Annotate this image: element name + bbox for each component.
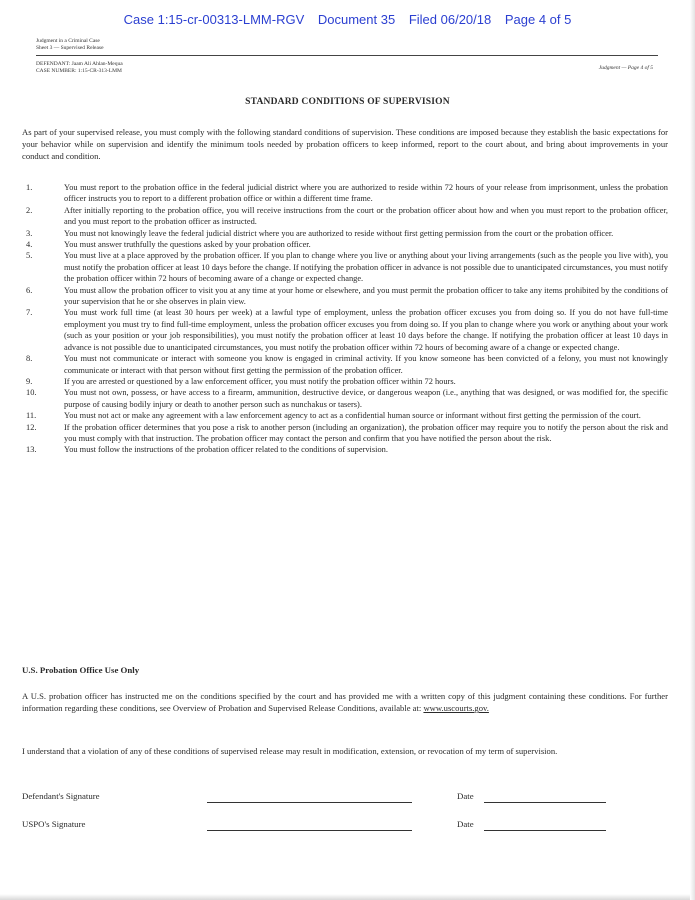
uspo-signature-label: USPO's Signature — [22, 819, 86, 829]
uspo-date-label: Date — [457, 819, 474, 829]
case-info — [36, 61, 123, 74]
stamp-page: Page 4 of 5 — [504, 12, 572, 27]
stamp-case: Case 1:15-cr-00313-LMM-RGV — [123, 12, 305, 27]
condition-text: You must allow the probation officer to visit you at any time at your home or elsewhere, and you must permit the probation officer to take any items prohibited by the conditions of your supervision that he or she observes in plain view. — [64, 285, 668, 307]
defendant-date-label: Date — [457, 791, 474, 801]
condition-text: If you are arrested or questioned by a law enforcement officer, you must notify the probation officer within 72 hours. — [64, 376, 456, 386]
condition-text: You must not act or make any agreement with a law enforcement agency to act as a confidential human source or informant without first getting the permission of the court. — [64, 411, 641, 421]
form-header-line2: Sheet 3 — Supervised Release — [36, 44, 104, 51]
condition-number: 12. — [26, 422, 37, 432]
defendant-signature-row — [22, 791, 668, 805]
condition-number: 6. — [26, 285, 33, 295]
condition-number: 13. — [26, 445, 37, 455]
condition-number: 2. — [26, 205, 33, 215]
condition-text: You must not communicate or interact with someone you know is engaged in criminal activity. If you know someone has been convicted of a felony, you must not knowingly communicate or interact with that person without first getting the permission of the probation officer. — [64, 354, 668, 375]
stamp-document: Document 35 — [317, 12, 396, 27]
list-item — [22, 182, 668, 205]
list-item — [22, 250, 668, 284]
page-title: STANDARD CONDITIONS OF SUPERVISION — [245, 97, 450, 107]
condition-number: 8. — [26, 354, 33, 364]
list-item — [22, 444, 668, 455]
uspo-heading: U.S. Probation Office Use Only — [22, 665, 140, 675]
condition-text: After initially reporting to the probation office, you will receive instructions from the court or the probation officer about how and when you must report to the probation officer, and you must report to the probation officer as instructed. — [64, 205, 668, 227]
list-item — [22, 387, 668, 410]
list-item — [22, 285, 668, 308]
judgment-page-label: Judgment — Page 4 of 5 — [598, 65, 653, 71]
uspo-date-line[interactable] — [484, 830, 606, 831]
list-item — [22, 205, 668, 228]
defendant-date-line[interactable] — [484, 802, 606, 803]
form-header-line1: Judgment in a Criminal Case — [36, 38, 100, 44]
condition-text: You must not own, possess, or have access to a firearm, ammunition, destructive device, or dangerous weapon (i.e., anything that was designed, or was modified for, the specific purpose of causing bodily injury or death to another person such as nunchakus or tasers). — [64, 388, 668, 409]
stamp-filed: Filed 06/20/18 — [408, 12, 492, 27]
uscourts-link[interactable]: www.uscourts.gov. — [423, 703, 489, 714]
uspo-signature-row — [22, 819, 668, 833]
condition-text: You must live at a place approved by the probation officer. If you plan to change where you live or anything about your living arrangements (such as the people you live with), you must notify the probation officer at least 10 days before the change. If notifying the probation officer in advance is not possible due to unanticipated circumstances, you must notify the probation officer within 72 hours of becoming aware of a change or expected change. — [64, 251, 668, 284]
condition-text: You must follow the instructions of the probation officer related to the conditions of supervision. — [64, 445, 388, 455]
list-item — [22, 307, 668, 353]
condition-number: 1. — [26, 183, 33, 192]
defendant-signature-label: Defendant's Signature — [22, 791, 100, 801]
filing-stamp — [0, 12, 695, 27]
header-rule — [36, 55, 658, 56]
form-header — [36, 38, 104, 51]
understand-paragraph: I understand that a violation of any of these conditions of supervised release may result in modification, extension, or revocation of my term of supervision. — [22, 746, 558, 756]
condition-number: 5. — [26, 251, 33, 261]
scan-edge-bottom — [0, 894, 695, 900]
list-item — [22, 410, 668, 421]
list-item — [22, 353, 668, 376]
list-item — [22, 376, 668, 387]
condition-text: If the probation officer determines that you pose a risk to another person (including an organization), the probation officer may require you to notify the person about the risk and you must comply with that instruction. The probation officer may contact the person and confirm that you have notified the person about the risk. — [64, 422, 668, 443]
condition-number: 11. — [26, 411, 37, 421]
scan-edge-right — [690, 0, 695, 900]
condition-text: You must answer truthfully the questions asked by your probation officer. — [64, 240, 311, 250]
condition-number: 10. — [26, 388, 37, 398]
uspo-paragraph-text: A U.S. probation officer has instructed me on the conditions specified by the court and has provided me with a written copy of this judgment containing these conditions. For further information regarding these conditions, see Overview of Probation and Supervised Release Conditions, available at: — [22, 691, 668, 714]
uspo-signature-line[interactable] — [207, 830, 412, 831]
intro-paragraph: As part of your supervised release, you must comply with the following standard conditions of supervision. These conditions are imposed because they establish the basic expectations for your behavior while on supervision and identify the minimum tools needed by probation officers to keep informed, report to the court about, and bring about improvements in your conduct and condition. — [22, 127, 668, 162]
list-item — [22, 228, 668, 239]
case-number-line: CASE NUMBER: 1:15-CR-313-LMM — [36, 67, 122, 74]
condition-number: 7. — [26, 308, 33, 318]
defendant-signature-line[interactable] — [207, 802, 412, 803]
condition-number: 3. — [26, 228, 33, 238]
list-item — [22, 422, 668, 445]
condition-text: You must not knowingly leave the federal judicial district where you are authorized to reside without first getting permission from the court or the probation officer. — [64, 228, 614, 238]
defendant-line: DEFENDANT: Jaam Ali Ahlan-Mequa — [36, 61, 123, 67]
conditions-list — [22, 182, 668, 456]
uspo-paragraph — [22, 690, 668, 714]
condition-number: 4. — [26, 240, 33, 250]
condition-text: You must work full time (at least 30 hours per week) at a lawful type of employment, unless the probation officer excuses you from doing so. If you do not have full-time employment you must try to find full-time employment, unless the probation officer excuses you from doing so. If you plan to change where you work or anything about your work (such as your position or your job responsibilities), you must notify the probation officer at least 10 days before the change. If notifying the probation officer at least 10 days in advance is not possible due to unanticipated circumstances, you must notify the probation officer within 72 hours of becoming aware of a change or expected change. — [64, 308, 668, 352]
list-item — [22, 239, 668, 250]
condition-number: 9. — [26, 376, 33, 386]
condition-text: You must report to the probation office in the federal judicial district where you are authorized to reside within 72 hours of your release from imprisonment, unless the probation officer instructs you to report to a different probation office or within a different time frame. — [64, 183, 668, 204]
